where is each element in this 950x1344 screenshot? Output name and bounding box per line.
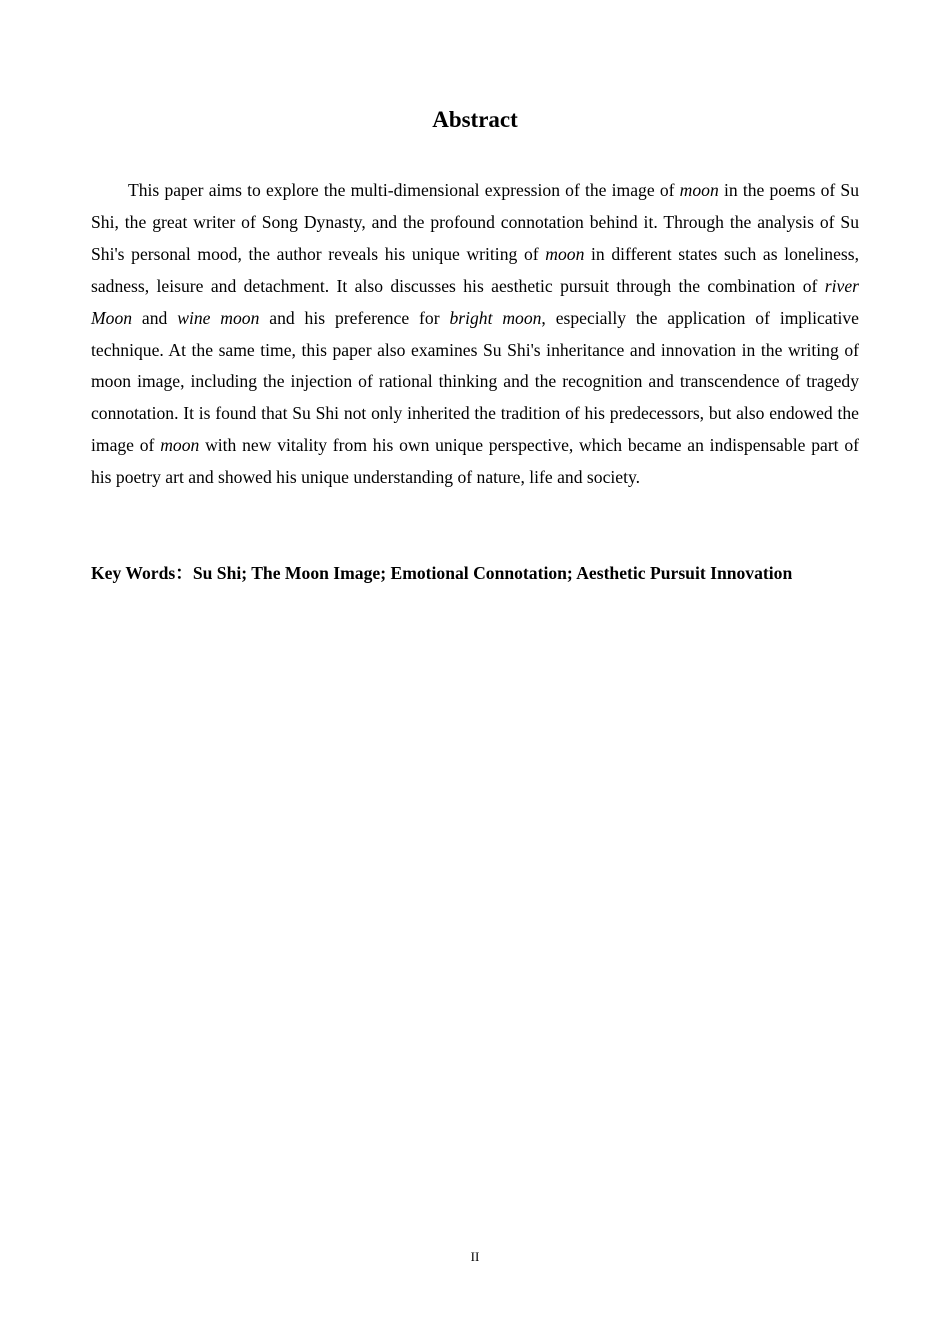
abstract-italic-term: moon: [679, 180, 719, 200]
abstract-italic-term: moon: [545, 243, 585, 264]
keywords-line: [91, 557, 859, 589]
abstract-italic-term: river Moon: [91, 275, 859, 328]
abstract-italic-term: moon: [160, 435, 200, 456]
abstract-text-segment: , especially the application of implicative technique. At the same time, this paper also examines Su Shi's inheritance and innovation in the writing of moon image, including the injection of rational thinking and the recognition and transcendence of tragedy connotation. It is found that Su Shi not only inherited the tradition of his predecessors, but also endowed the image of: [91, 307, 859, 456]
abstract-text-segment: and his preference for: [259, 307, 450, 328]
abstract-italic-term: bright moon: [449, 307, 542, 328]
abstract-text-segment: in different states such as loneliness, sadness, leisure and detachment. It also discusses his aesthetic pursuit through the combination of: [91, 243, 859, 296]
abstract-text-segment: and: [132, 307, 178, 328]
keywords-label: Key Words：: [91, 563, 193, 583]
abstract-paragraph: [91, 175, 859, 494]
abstract-italic-term: wine moon: [177, 307, 260, 328]
abstract-title: Abstract: [432, 107, 518, 132]
abstract-text-segment: in the poems of Su Shi, the great writer of Song Dynasty, and the profound connotation behind it. Through the analysis of Su Shi's personal mood, the author reveals his unique writing of: [91, 180, 860, 264]
page-number: II: [470, 1249, 480, 1264]
abstract-text-segment: This paper aims to explore the multi-dimensional expression of the image of: [128, 180, 680, 200]
keywords-text: Su Shi; The Moon Image; Emotional Connotation; Aesthetic Pursuit Innovation: [192, 563, 793, 583]
abstract-text-segment: with new vitality from his own unique perspective, which became an indispensable part of his poetry art and showed his unique understanding of nature, life and society.: [91, 435, 859, 488]
